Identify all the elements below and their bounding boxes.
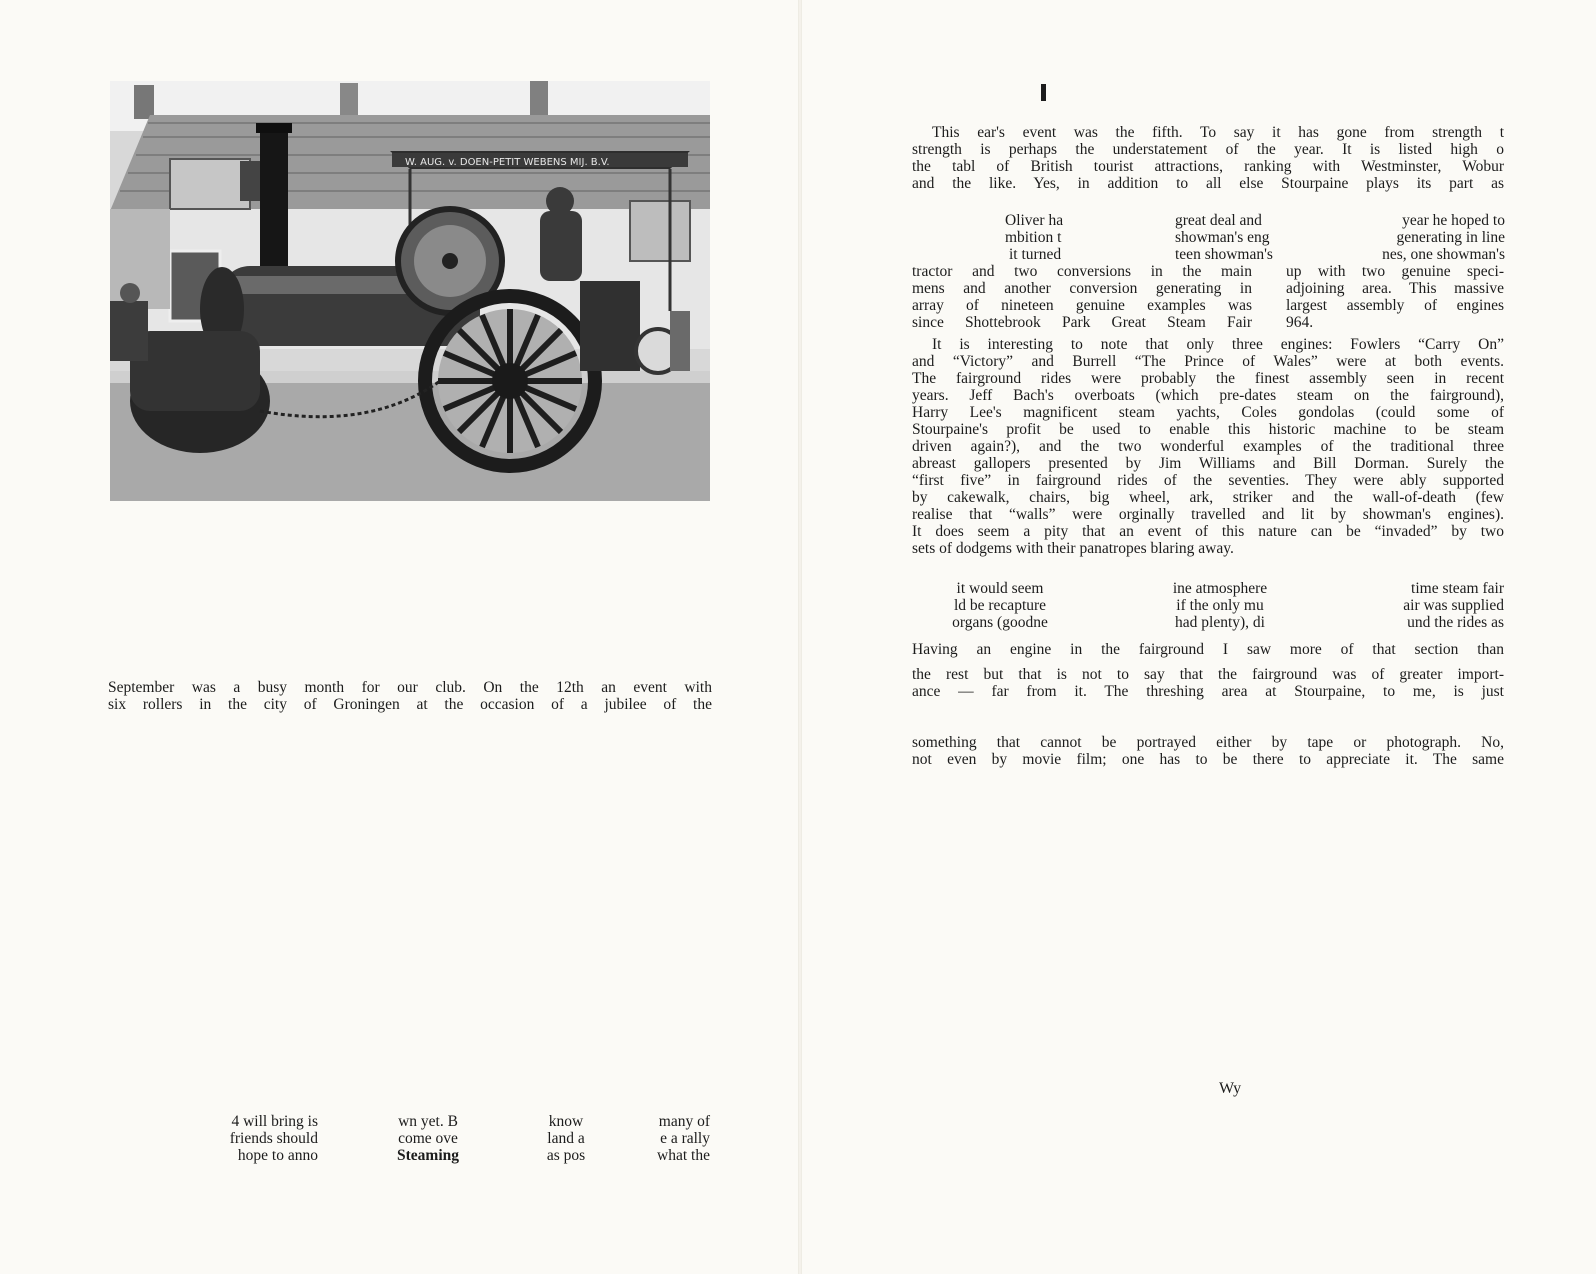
steam-roller-photo (110, 81, 710, 501)
text-line: something that cannot be portrayed either by tape or photograph. No, (912, 734, 1504, 751)
text-line: sets of dodgems with their panatropes blaring away. (912, 540, 1234, 557)
left-paragraph-line: September was a busy month for our club. On the 12th an event with (108, 679, 712, 696)
text-line: largest assembly of engines (1286, 297, 1504, 314)
fragment-line-bold: Steaming (397, 1147, 459, 1164)
oliver-column-3 (1341, 212, 1505, 263)
text-line: adjoining area. This massive (1286, 280, 1504, 297)
text-line: it would seem (956, 580, 1044, 597)
fragment-line: what the (657, 1147, 710, 1164)
right-paragraph-3 (912, 666, 1504, 700)
text-line: years. Jeff Bach's overboats (which pre-dates steam on the fairground), (912, 387, 1504, 404)
fragment-line: know (548, 1113, 584, 1130)
text-line: ine atmosphere (1172, 580, 1268, 597)
fragment-line: 4 will bring is (231, 1113, 318, 1130)
text-line: tractor and two conversions in the main (912, 263, 1252, 280)
text-line: and “Victory” and Burrell “The Prince of Wales” were at both events. (912, 353, 1504, 370)
text-line: It does seem a pity that an event of this nature can be “invaded” by two (912, 523, 1504, 540)
text-line: It is interesting to note that only three engines: Fowlers “Carry On” (932, 336, 1504, 353)
left-paragraph (108, 679, 712, 713)
text-line: if the only mu (1176, 597, 1264, 614)
fragment-line: friends should (229, 1130, 318, 1147)
fragment-column-4 (638, 1113, 710, 1164)
atmosphere-column-3 (1350, 580, 1504, 631)
text-line: Having an engine in the fairground I saw more of that section than (912, 641, 1504, 658)
fragment-line: come ove (398, 1130, 458, 1147)
text-line: had plenty), di (1175, 614, 1265, 631)
text-line: This ear's event was the fifth. To say it has gone from strength t (932, 124, 1504, 141)
text-line: und the rides as (1407, 614, 1504, 631)
text-line: 964. (1286, 314, 1314, 331)
text-line: the tabl of British tourist attractions, ranking with Westminster, Wobur (912, 158, 1504, 175)
text-line: generating in line (1396, 229, 1505, 246)
text-line: by cakewalk, chairs, big wheel, ark, striker and the wall-of-death (few (912, 489, 1504, 506)
text-line: since Shottebrook Park Great Steam Fair (912, 314, 1252, 331)
fragment-line: hope to anno (237, 1147, 318, 1164)
text-line: ld be recapture (953, 597, 1047, 614)
text-line: “first five” in fairground rides of the seventies. They were ably supported (912, 472, 1504, 489)
text-line: strength is perhaps the understatement of the year. It is listed high o (912, 141, 1504, 158)
oliver-column-1 (1005, 212, 1063, 263)
tractor-column-left (912, 263, 1252, 331)
text-line: realise that “walls” were orginally travelled and lit by showman's engines). (912, 506, 1504, 523)
fragment-line: e a rally (660, 1130, 710, 1147)
text-line: driven again?), and the two wonderful examples of the traditional three (912, 438, 1504, 455)
fragment-column-3 (538, 1113, 594, 1164)
text-line: it turned (1009, 246, 1062, 263)
text-line: teen showman's (1175, 246, 1273, 263)
canopy-banner-text: W. AUG. v. DOEN-PETIT WEBENS MIJ. B.V. (405, 157, 610, 168)
text-line: up with two genuine speci- (1286, 263, 1504, 280)
cut-off-line (912, 641, 1504, 658)
text-line: the rest but that is not to say that the fairground was of greater import- (912, 666, 1504, 683)
fragment-line: as pos (546, 1147, 586, 1164)
oliver-column-2 (1175, 212, 1273, 263)
fragment-column-1 (200, 1113, 318, 1164)
text-line: ance — far from it. The threshing area at Stourpaine, to me, is just (912, 683, 1504, 700)
tractor-column-right (1286, 263, 1504, 331)
text-line: and the like. Yes, in addition to all else Stourpaine plays its part as (912, 175, 1504, 192)
fragment-line: land a (547, 1130, 585, 1147)
text-line: air was supplied (1403, 597, 1504, 614)
right-paragraph-2 (912, 336, 1504, 557)
atmosphere-column-1 (940, 580, 1060, 631)
text-line: Stourpaine's profit be used to enable this historic machine to be steam (912, 421, 1504, 438)
text-line: mens and another conversion generating in (912, 280, 1252, 297)
text-line: great deal and (1175, 212, 1262, 229)
text-line: time steam fair (1411, 580, 1504, 597)
text-line: Oliver ha (1005, 212, 1064, 229)
text-line: The fairground rides were probably the finest assembly seen in recent (912, 370, 1504, 387)
fragment-line: wn yet. B (398, 1113, 458, 1130)
right-paragraph-4 (912, 734, 1504, 768)
fragment-line: many of (658, 1113, 710, 1130)
text-line: organs (goodne (952, 614, 1048, 631)
text-line: Harry Lee's magnificent steam yachts, Coles gondolas (could some of (912, 404, 1504, 421)
text-line: year he hoped to (1402, 212, 1505, 229)
heading-mark (1041, 84, 1046, 101)
fragment-column-2 (384, 1113, 472, 1164)
text-line: nes, one showman's (1382, 246, 1505, 263)
footer-fragment: Wy (1219, 1080, 1242, 1097)
text-line: mbition t (1005, 229, 1062, 246)
text-line: array of nineteen genuine examples was (912, 297, 1252, 314)
text-line: showman's eng (1175, 229, 1270, 246)
right-page (800, 0, 1596, 1274)
left-paragraph-line: six rollers in the city of Groningen at the occasion of a jubilee of the (108, 696, 712, 713)
text-line: abreast gallopers presented by Jim Williams and Bill Dorman. Surely the (912, 455, 1504, 472)
atmosphere-column-2 (1152, 580, 1288, 631)
right-paragraph-1 (912, 124, 1504, 192)
text-line: not even by movie film; one has to be there to appreciate it. The same (912, 751, 1504, 768)
